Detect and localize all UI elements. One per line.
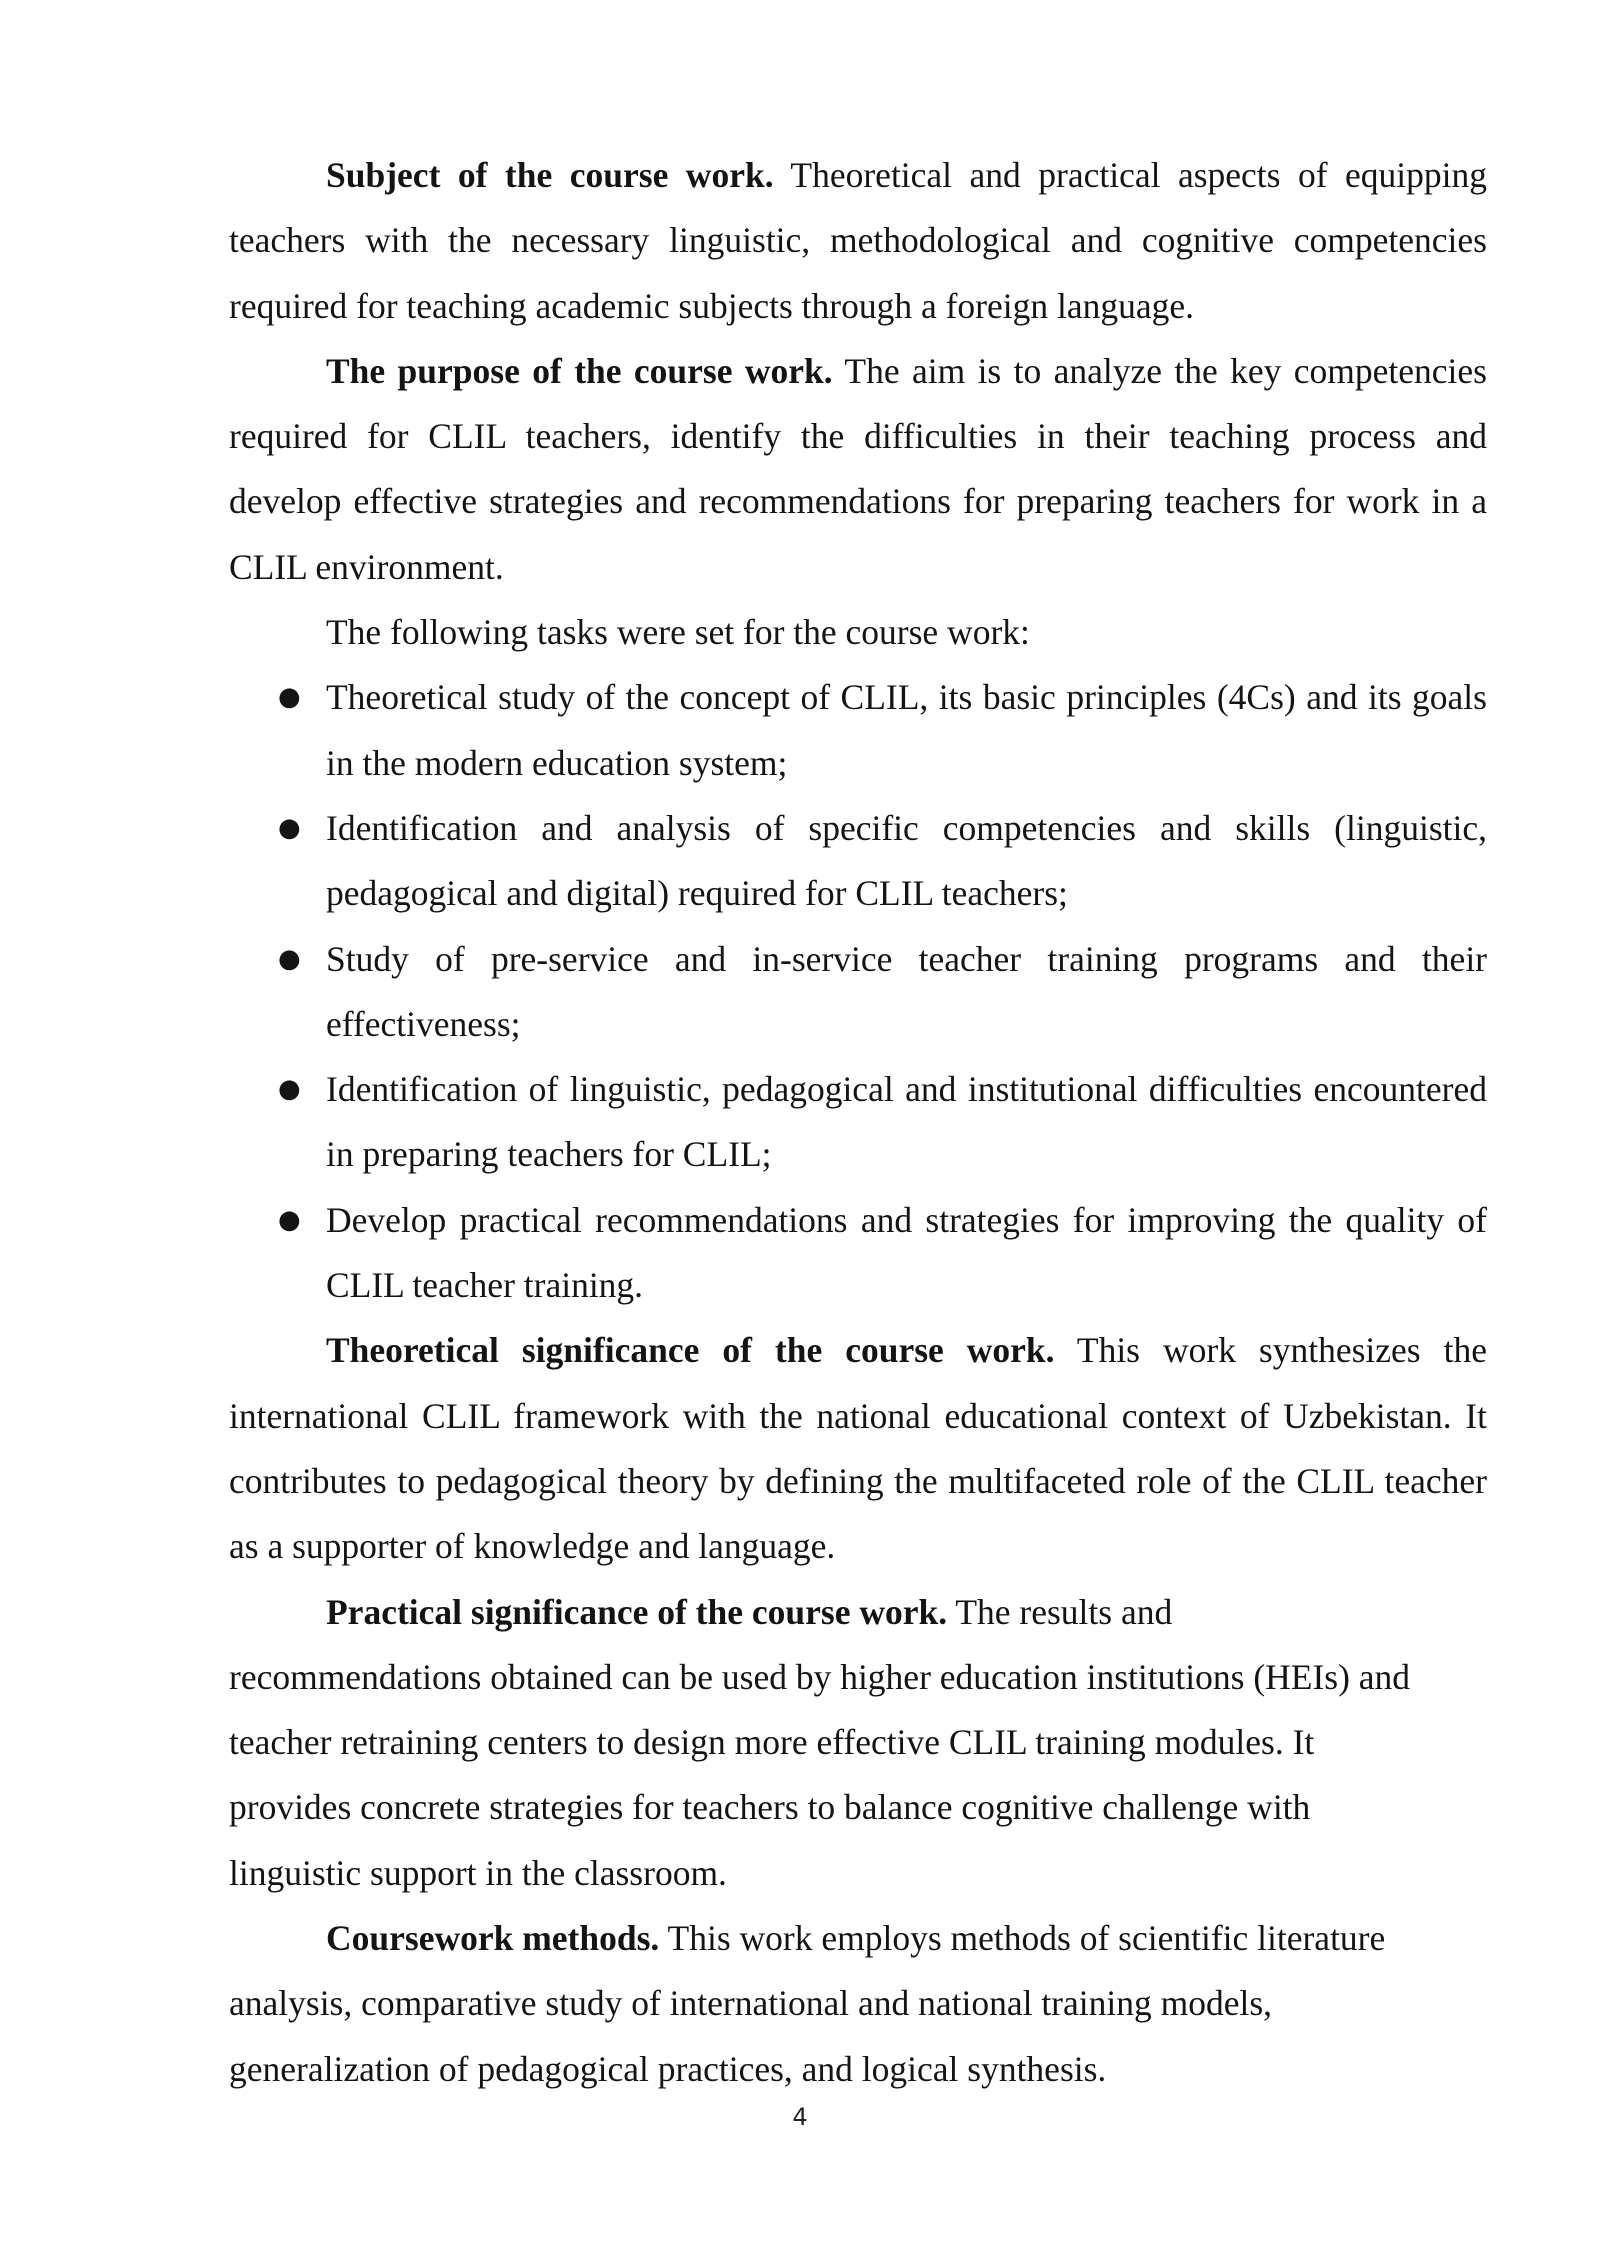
practical-line (229, 1580, 1487, 1645)
bullet-icon: ● (278, 812, 301, 843)
paragraph-practical-significance (229, 1580, 1487, 1906)
theoretical-text: This work synthesizes the international CLIL framework with the national educational context of Uzbekistan. It contributes to pedagogical theory by defining the multifaceted role of the CLIL teacher as a supporter of knowledge and language. (229, 1330, 1487, 1567)
practical-line: teacher retraining centers to design more effective CLIL training modules. It (229, 1722, 1315, 1763)
practical-line: provides concrete strategies for teachers to balance cognitive challenge with (229, 1787, 1311, 1828)
purpose-heading: The purpose of the course work. (326, 350, 833, 391)
bullet-icon: ● (278, 943, 301, 974)
practical-line: recommendations obtained can be used by higher education institutions (HEIs) and (229, 1656, 1411, 1697)
methods-line: generalization of pedagogical practices, and logical synthesis. (229, 2048, 1107, 2089)
task-text: Identification and analysis of specific competencies and skills (linguistic, pedagogical and digital) required for CLIL teachers; (326, 807, 1487, 914)
purpose-text: The aim is to analyze the key competencies required for CLIL teachers, identify the difficulties in their teaching process and develop effective strategies and recommendations for preparing teachers for work in a CLIL environment. (229, 350, 1487, 587)
tasks-list (229, 665, 1487, 1318)
tasks-intro: The following tasks were set for the course work: (326, 612, 1030, 653)
bullet-icon: ● (278, 1074, 301, 1105)
paragraph-methods (229, 1906, 1487, 2102)
list-item (229, 665, 1487, 796)
theoretical-heading: Theoretical significance of the course work. (326, 1330, 1055, 1371)
page-body (229, 143, 1487, 2102)
list-item (229, 796, 1487, 927)
paragraph-purpose (229, 339, 1487, 600)
subject-text: Theoretical and practical aspects of equipping teachers with the necessary linguistic, methodological and cognitive competencies required for teaching academic subjects through a foreign language. (229, 155, 1487, 326)
subject-heading: Subject of the course work. (326, 155, 774, 195)
paragraph-subject (229, 143, 1487, 339)
task-text: Study of pre-service and in-service teacher training programs and their effectiveness; (326, 938, 1487, 1044)
methods-text-1: This work employs methods of scientific literature (659, 1918, 1386, 1959)
list-item (229, 927, 1487, 1058)
practical-text-1: The results and (947, 1591, 1173, 1632)
list-item (229, 1057, 1487, 1188)
list-item (229, 1188, 1487, 1319)
task-text: Develop practical recommendations and strategies for improving the quality of CLIL teacher training. (326, 1199, 1487, 1306)
task-text: Identification of linguistic, pedagogical and institutional difficulties encountered in preparing teachers for CLIL; (326, 1069, 1487, 1175)
bullet-icon: ● (278, 1204, 301, 1235)
bullet-icon: ● (278, 682, 301, 713)
page-number: 4 (792, 2103, 808, 2131)
practical-line: linguistic support in the classroom. (229, 1852, 727, 1893)
paragraph-theoretical-significance (229, 1318, 1487, 1579)
methods-line: analysis, comparative study of international and national training models, (229, 1983, 1273, 2024)
methods-heading: Coursework methods. (326, 1918, 660, 1959)
practical-heading: Practical significance of the course work. (326, 1591, 948, 1632)
task-text: Theoretical study of the concept of CLIL, its basic principles (4Cs) and its goals in the modern education system; (326, 677, 1487, 783)
methods-line (229, 1906, 1487, 1971)
